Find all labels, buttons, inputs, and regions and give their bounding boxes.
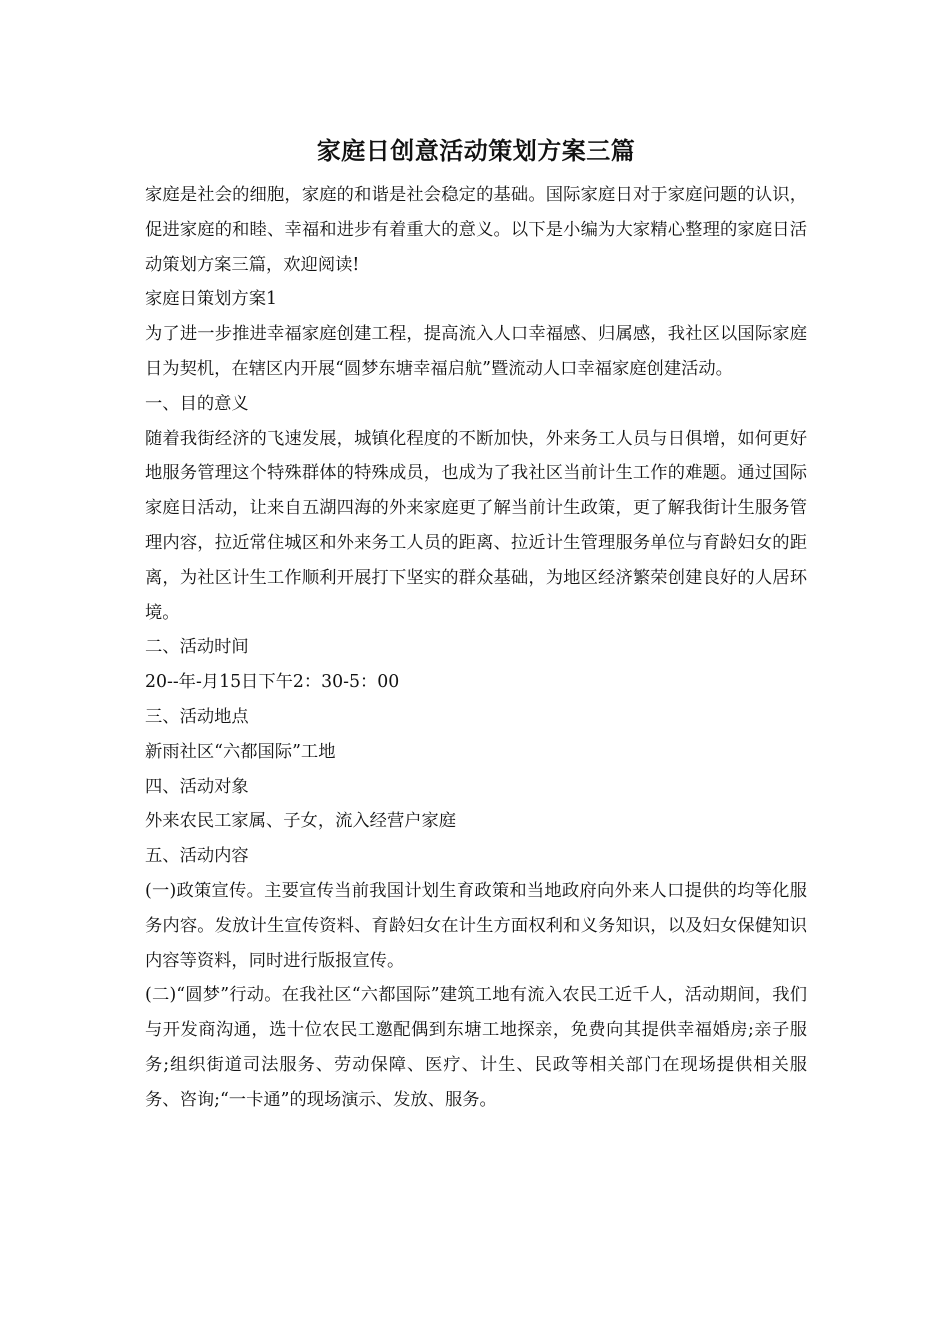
content-item-policy: (一)政策宣传。主要宣传当前我国计划生育政策和当地政府向外来人口提供的均等化服务内容。发放计生宣传资料、育龄妇女在计生方面权利和义务知识，以及妇女保健知识内容等资料，同时进行版报宣传。	[145, 880, 807, 971]
intro-paragraph: 家庭是社会的细胞，家庭的和谐是社会稳定的基础。国际家庭日对于家庭问题的认识，促进家庭的和睦、幸福和进步有着重大的意义。以下是小编为大家精心整理的家庭日活动策划方案三篇，欢迎阅读!	[145, 185, 807, 275]
document-title: 家庭日创意活动策划方案三篇	[316, 137, 636, 165]
plan-heading: 家庭日策划方案1	[145, 289, 277, 310]
document-page	[145, 128, 807, 1118]
section-heading-location: 三、活动地点	[145, 706, 249, 727]
purpose-paragraph: 随着我街经济的飞速发展，城镇化程度的不断加快，外来务工人员与日俱增，如何更好地服务管理这个特殊群体的特殊成员，也成为了我社区当前计生工作的难题。通过国际家庭日活动，让来自五湖四海的外来家庭更了解当前计生政策，更了解我街计生服务管理内容，拉近常住城区和外来务工人员的距离、拉近计生管理服务单位与育龄妇女的距离，为社区计生工作顺利开展打下坚实的群众基础，为地区经济繁荣创建良好的人居环境。	[145, 428, 807, 623]
section-heading-time: 二、活动时间	[145, 637, 249, 658]
audience-paragraph: 外来农民工家属、子女，流入经营户家庭	[145, 811, 457, 832]
content-item-dream: (二)“圆梦”行动。在我社区“六都国际”建筑工地有流入农民工近千人，活动期间，我们与开发商沟通，选十位农民工邀配偶到东塘工地探亲，免费向其提供幸福婚房;亲子服务;组织街道司法服务、劳动保障、医疗、计生、民政等相关部门在现场提供相关服务、咨询;“一卡通”的现场演示、发放、服务。	[145, 985, 807, 1110]
section-heading-audience: 四、活动对象	[145, 776, 249, 797]
section-heading-purpose: 一、目的意义	[145, 393, 249, 414]
location-paragraph: 新雨社区“六都国际”工地	[145, 741, 336, 762]
section-heading-content: 五、活动内容	[145, 846, 249, 867]
plan-intro-paragraph: 为了进一步推进幸福家庭创建工程，提高流入人口幸福感、归属感，我社区以国际家庭日为契机，在辖区内开展“圆梦东塘幸福启航”暨流动人口幸福家庭创建活动。	[145, 324, 807, 379]
time-paragraph: 20--年-月15日下午2：30-5：00	[145, 672, 400, 693]
